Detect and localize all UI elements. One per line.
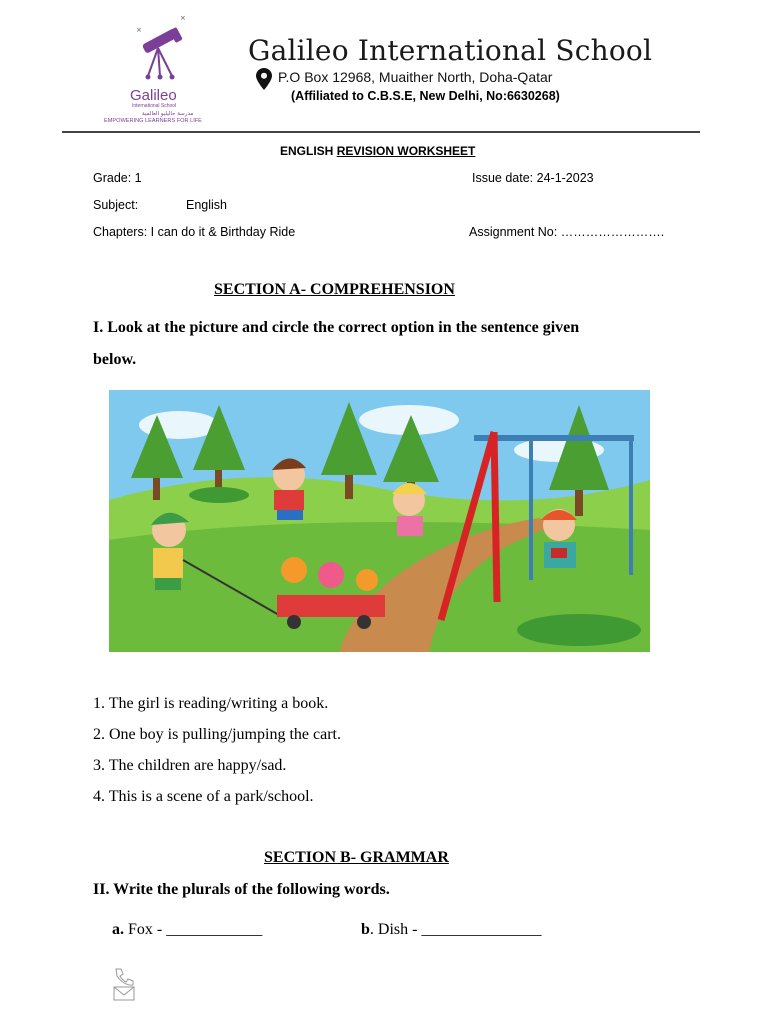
telescope-icon xyxy=(142,27,183,80)
logo-subname: International School xyxy=(132,103,177,109)
list-item: 1. The girl is reading/writing a book. xyxy=(93,695,329,712)
section-b-question: II. Write the plurals of the following words. xyxy=(93,881,390,898)
list-item: 4. This is a scene of a park/school. xyxy=(93,788,314,805)
worksheet-title xyxy=(280,144,475,158)
school-name: Galileo International School xyxy=(248,34,653,67)
park-scene-illustration xyxy=(109,390,650,652)
section-a-heading: SECTION A- COMPREHENSION xyxy=(214,281,455,298)
phone-icon xyxy=(112,966,138,1002)
svg-text:×: × xyxy=(180,14,186,22)
plural-item-a-label: a. xyxy=(112,921,124,938)
worksheet-title-type: REVISION WORKSHEET xyxy=(336,144,476,158)
logo-arabic: مدرسة جاليليو العالمية xyxy=(142,111,194,117)
subject-value: English xyxy=(186,198,227,212)
subject-label: Subject: xyxy=(93,198,139,212)
plural-item-a xyxy=(112,921,262,939)
section-a-question-line-1: I. Look at the picture and circle the correct option in the sentence given xyxy=(93,319,580,336)
envelope-icon xyxy=(114,987,134,1000)
list-item: 2. One boy is pulling/jumping the cart. xyxy=(93,726,341,743)
assignment-number-field: Assignment No: ……………………. xyxy=(469,225,665,239)
school-logo xyxy=(100,12,220,127)
logo-name: Galileo xyxy=(130,87,177,104)
grade-field: Grade: 1 xyxy=(93,171,142,185)
section-b-heading: SECTION B- GRAMMAR xyxy=(264,849,449,866)
plural-item-b xyxy=(361,921,541,939)
section-a-question-line-2: below. xyxy=(93,351,137,368)
location-pin-icon xyxy=(256,68,272,90)
worksheet-title-subject: ENGLISH xyxy=(280,144,334,158)
plural-item-b-label: b xyxy=(361,921,370,938)
plural-item-a-text: Fox - ____________ xyxy=(128,921,263,938)
issue-date-field: Issue date: 24-1-2023 xyxy=(472,171,594,185)
list-item: 3. The children are happy/sad. xyxy=(93,757,287,774)
chapters-field: Chapters: I can do it & Birthday Ride xyxy=(93,225,296,239)
header-divider xyxy=(62,131,700,133)
svg-text:×: × xyxy=(136,26,142,34)
plural-item-b-text: . Dish - _______________ xyxy=(369,921,542,938)
school-address: P.O Box 12968, Muaither North, Doha-Qatar xyxy=(278,69,553,85)
affiliation-note: (Affiliated to C.B.S.E, New Delhi, No:6630268) xyxy=(291,89,560,103)
logo-tagline: EMPOWERING LEARNERS FOR LIFE xyxy=(104,118,202,124)
